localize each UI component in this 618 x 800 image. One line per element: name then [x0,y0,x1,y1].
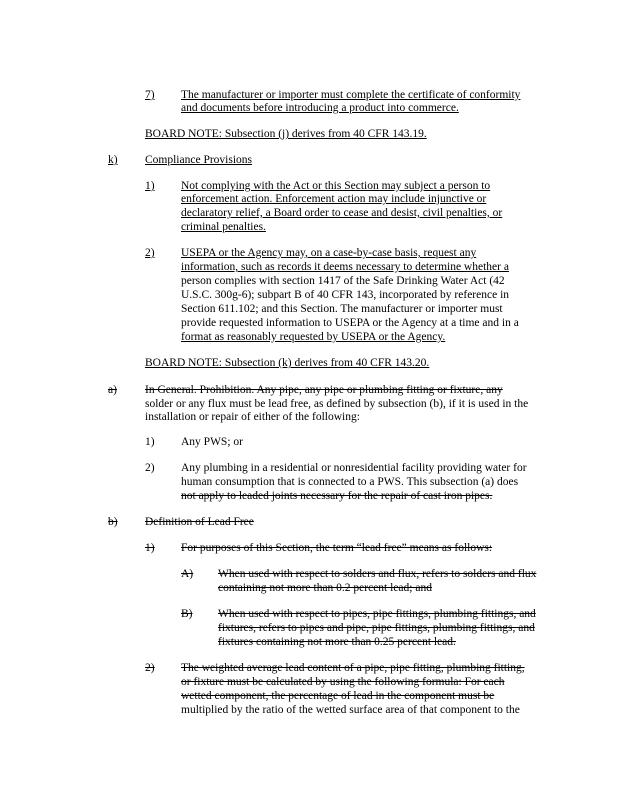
section-a-line-2: solder or any flux must be lead free, as defined by subsection (b), if it is used in the [145,398,529,410]
item-j7-line-1: The manufacturer or importer must complete the certificate of conformity [181,89,521,101]
item-label-j7: 7) [145,89,155,101]
item-label-a2: 2) [145,462,155,474]
item-b2-line-2: or fixture must be calculated by using the following formula: For each [181,676,505,688]
item-b2-line-1: The weighted average lead content of a pipe, pipe fitting, plumbing fitting, [181,662,525,674]
item-a2-line-3: not apply to leaded joints necessary for the repair of cast iron pipes. [181,490,493,502]
item-j7-line-2: and documents before introducing a product into commerce. [181,102,459,114]
item-b2-line-3: wetted component, the percentage of lead in the component must be [181,690,495,702]
section-a-line-1: In General. Prohibition. Any pipe, any pipe or plumbing fitting or fixture, any [145,384,503,396]
section-label-b: b) [108,516,118,528]
item-a2-line-2: human consumption that is connected to a PWS. This subsection (a) does [181,476,519,488]
section-title-k: Compliance Provisions [145,154,253,166]
section-title-b: Definition of Lead Free [145,516,254,528]
item-label-b1: 1) [145,542,155,554]
item-label-a1: 1) [145,436,155,448]
item-b1-text: For purposes of this Section, the term “lead free” means as follows: [181,542,493,554]
item-k1-line-3: declaratory relief, a Board order to cease and desist, civil penalties, or [181,207,503,219]
section-label-k: k) [108,154,118,166]
item-k2-line-3: person complies with section 1417 of the Safe Drinking Water Act (42 [181,275,505,287]
item-bB-line-2: fixtures, refers to pipes and pipe, pipe fittings, plumbing fittings, and [218,622,535,634]
item-k1-line-1: Not complying with the Act or this Section may subject a person to [181,180,491,192]
item-a1-text: Any PWS; or [181,436,243,448]
section-label-a: a) [108,384,117,396]
item-label-bB: B) [181,608,193,620]
item-k2-line-4: U.S.C. 300g-6); subpart B of 40 CFR 143, incorporated by reference in [181,289,510,301]
item-k2-line-5: Section 611.102; and this Section. The manufacturer or importer must [181,303,503,315]
item-k2-line-7: format as reasonably requested by USEPA or the Agency. [181,331,446,343]
item-label-k1: 1) [145,180,155,192]
item-k2-line-2: information, such as records it deems necessary to determine whether a [181,261,509,273]
item-bB-line-1: When used with respect to pipes, pipe fittings, plumbing fittings, and [218,608,536,620]
item-bA-line-2: containing not more than 0.2 percent lead; and [218,582,432,594]
item-label-b2: 2) [145,662,155,674]
item-k2-line-6: provide requested information to USEPA or the Agency at a time and in a [181,317,519,329]
item-label-bA: A) [181,568,194,580]
item-bA-line-1: When used with respect to solders and flux, refers to solders and flux [218,568,537,580]
board-note-k: BOARD NOTE: Subsection (k) derives from 40 CFR 143.20. [145,357,430,369]
board-note-j: BOARD NOTE: Subsection (j) derives from 40 CFR 143.19. [145,128,427,140]
item-bB-line-3: fixtures containing not more than 0.25 percent lead. [218,636,456,648]
item-a2-line-1: Any plumbing in a residential or nonresidential facility providing water for [181,462,527,474]
item-k1-line-2: enforcement action. Enforcement action may include injunctive or [181,193,487,205]
item-k2-line-1: USEPA or the Agency may, on a case-by-case basis, request any [181,247,477,259]
section-a-line-3: installation or repair of either of the following: [145,411,360,423]
item-label-k2: 2) [145,247,155,259]
item-k1-line-4: criminal penalties. [181,221,266,233]
item-b2-line-4: multiplied by the ratio of the wetted surface area of that component to the [181,704,520,716]
